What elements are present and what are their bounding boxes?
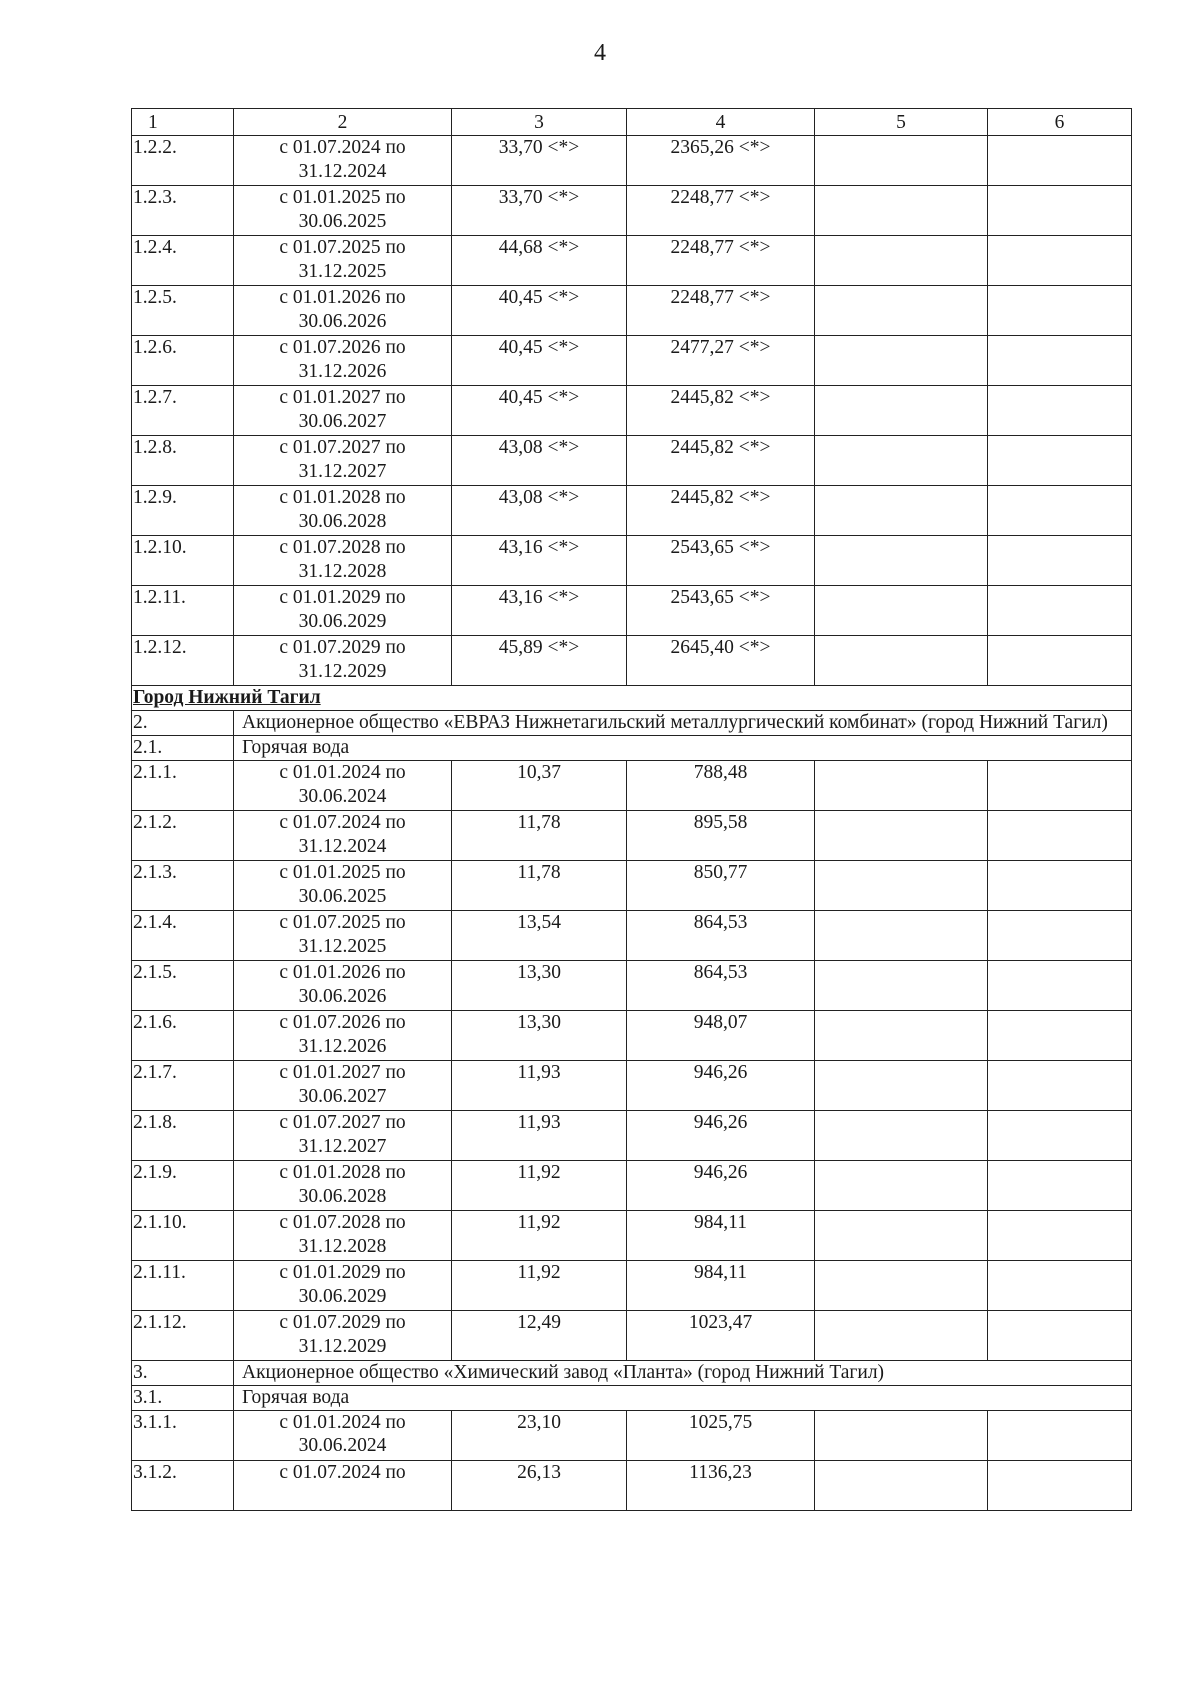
table-row [132, 860, 1132, 910]
period-cell [234, 536, 452, 586]
row-number: 2.1.1. [132, 760, 234, 810]
table-row [132, 336, 1132, 386]
period-cell [234, 960, 452, 1010]
period-to: 30.06.2028 [298, 1185, 387, 1207]
period-to: 30.06.2029 [298, 1285, 387, 1307]
value-col4: 864,53 [627, 910, 815, 960]
value-col3: 45,89 <*> [452, 636, 627, 686]
empty-col6 [988, 186, 1132, 236]
empty-col5 [815, 1210, 988, 1260]
value-col3: 33,70 <*> [452, 186, 627, 236]
period-to: 31.12.2027 [298, 1135, 387, 1157]
row-number: 2.1.4. [132, 910, 234, 960]
row-number: 1.2.3. [132, 186, 234, 236]
row-number: 3.1.2. [132, 1460, 234, 1510]
empty-col6 [988, 1160, 1132, 1210]
row-number: 2.1.5. [132, 960, 234, 1010]
empty-col5 [815, 1010, 988, 1060]
period-from: с 01.07.2024 по [279, 137, 406, 158]
table-row [132, 586, 1132, 636]
period-from: с 01.01.2024 по [279, 761, 406, 783]
period-cell [234, 860, 452, 910]
row-number: 2.1.7. [132, 1060, 234, 1110]
row-number: 2.1.12. [132, 1310, 234, 1360]
table-row [132, 910, 1132, 960]
period-cell [234, 1060, 452, 1110]
period-cell [234, 436, 452, 486]
value-col3: 43,08 <*> [452, 486, 627, 536]
value-col4: 864,53 [627, 960, 815, 1010]
empty-col6 [988, 336, 1132, 386]
empty-col6 [988, 910, 1132, 960]
period-from: с 01.01.2027 по [279, 387, 406, 408]
table-row [132, 536, 1132, 586]
value-col4: 2477,27 <*> [627, 336, 815, 386]
value-col3: 23,10 [452, 1410, 627, 1460]
value-col4: 895,58 [627, 810, 815, 860]
value-col4: 2445,82 <*> [627, 386, 815, 436]
period-from: с 01.07.2028 по [279, 1211, 406, 1233]
value-col4: 2543,65 <*> [627, 586, 815, 636]
value-col3: 11,92 [452, 1260, 627, 1310]
row-number: 2. [132, 711, 234, 736]
period-to: 31.12.2024 [298, 835, 387, 857]
value-col3: 10,37 [452, 760, 627, 810]
row-number: 1.2.11. [132, 586, 234, 636]
empty-col5 [815, 586, 988, 636]
period-from: с 01.01.2026 по [279, 287, 406, 308]
value-col3: 40,45 <*> [452, 286, 627, 336]
period-cell [234, 1010, 452, 1060]
table-row [132, 486, 1132, 536]
period-cell [234, 1410, 452, 1460]
row-number: 1.2.10. [132, 536, 234, 586]
organization-name: Акционерное общество «Химический завод «Планта» (город Нижний Тагил) [234, 1360, 1132, 1385]
column-header-2: 2 [234, 109, 452, 136]
empty-col5 [815, 1160, 988, 1210]
organization-row [132, 1360, 1132, 1385]
table-row [132, 636, 1132, 686]
value-col4: 946,26 [627, 1060, 815, 1110]
table-row [132, 1210, 1132, 1260]
period-from: с 01.01.2028 по [279, 487, 406, 508]
period-cell [234, 1460, 452, 1510]
period-from: с 01.07.2025 по [279, 237, 406, 258]
value-col3: 11,78 [452, 810, 627, 860]
row-number: 1.2.12. [132, 636, 234, 686]
empty-col6 [988, 1460, 1132, 1510]
value-col4: 1025,75 [627, 1410, 815, 1460]
empty-col5 [815, 636, 988, 686]
empty-col5 [815, 1110, 988, 1160]
table-row [132, 236, 1132, 286]
table-row [132, 810, 1132, 860]
row-number: 2.1.3. [132, 860, 234, 910]
empty-col5 [815, 1460, 988, 1510]
period-from: с 01.07.2024 по [279, 811, 406, 833]
value-col4: 2248,77 <*> [627, 236, 815, 286]
empty-col6 [988, 486, 1132, 536]
period-from: с 01.07.2026 по [279, 337, 406, 358]
period-cell [234, 810, 452, 860]
row-number: 3.1.1. [132, 1410, 234, 1460]
period-from: с 01.07.2029 по [279, 637, 406, 658]
tariff-table [131, 108, 1132, 1511]
empty-col6 [988, 1260, 1132, 1310]
period-to: 30.06.2027 [298, 410, 387, 432]
empty-col6 [988, 386, 1132, 436]
period-from: с 01.07.2025 по [279, 911, 406, 933]
period-cell [234, 760, 452, 810]
period-to: 30.06.2029 [298, 610, 387, 632]
empty-col6 [988, 536, 1132, 586]
value-col3: 40,45 <*> [452, 386, 627, 436]
empty-col5 [815, 960, 988, 1010]
value-col4: 946,26 [627, 1110, 815, 1160]
empty-col5 [815, 1260, 988, 1310]
period-cell [234, 386, 452, 436]
city-heading-row [132, 686, 1132, 711]
row-number: 3.1. [132, 1385, 234, 1410]
value-col4: 1023,47 [627, 1310, 815, 1360]
empty-col5 [815, 436, 988, 486]
empty-col5 [815, 860, 988, 910]
empty-col5 [815, 486, 988, 536]
period-from: с 01.01.2029 по [279, 587, 406, 608]
empty-col6 [988, 436, 1132, 486]
period-to: 31.12.2026 [298, 360, 387, 382]
row-number: 2.1.6. [132, 1010, 234, 1060]
empty-col5 [815, 286, 988, 336]
row-number: 1.2.6. [132, 336, 234, 386]
value-col3: 11,93 [452, 1110, 627, 1160]
value-col4: 788,48 [627, 760, 815, 810]
value-col4: 948,07 [627, 1010, 815, 1060]
period-cell [234, 186, 452, 236]
resource-row [132, 1385, 1132, 1410]
period-from: с 01.01.2029 по [279, 1261, 406, 1283]
resource-name: Горячая вода [234, 1385, 1132, 1410]
value-col3: 12,49 [452, 1310, 627, 1360]
column-header-6: 6 [988, 109, 1132, 136]
value-col3: 11,92 [452, 1210, 627, 1260]
organization-name: Акционерное общество «ЕВРАЗ Нижнетагильский металлургический комбинат» (город Нижний Тагил) [234, 711, 1132, 736]
table-row [132, 186, 1132, 236]
table-row [132, 960, 1132, 1010]
period-to: 30.06.2024 [298, 1435, 387, 1457]
empty-col5 [815, 1310, 988, 1360]
period-from: с 01.01.2025 по [279, 187, 406, 208]
page-number: 4 [594, 40, 606, 66]
empty-col6 [988, 1110, 1132, 1160]
period-to: 31.12.2025 [298, 260, 387, 282]
table-row [132, 1410, 1132, 1460]
period-from: с 01.07.2028 по [279, 537, 406, 558]
value-col3: 13,54 [452, 910, 627, 960]
empty-col6 [988, 1010, 1132, 1060]
value-col3: 11,78 [452, 860, 627, 910]
period-from: с 01.01.2027 по [279, 1061, 406, 1083]
period-cell [234, 486, 452, 536]
period-from: с 01.07.2024 по [279, 1461, 406, 1483]
period-to: 31.12.2028 [298, 560, 387, 582]
value-col4: 2645,40 <*> [627, 636, 815, 686]
resource-name: Горячая вода [234, 735, 1132, 760]
value-col3: 13,30 [452, 960, 627, 1010]
period-cell [234, 910, 452, 960]
row-number: 2.1.8. [132, 1110, 234, 1160]
period-cell [234, 136, 452, 186]
value-col3: 40,45 <*> [452, 336, 627, 386]
row-number: 3. [132, 1360, 234, 1385]
empty-col6 [988, 760, 1132, 810]
row-number: 2.1.9. [132, 1160, 234, 1210]
period-from: с 01.01.2028 по [279, 1161, 406, 1183]
value-col4: 2445,82 <*> [627, 436, 815, 486]
table-row [132, 1260, 1132, 1310]
value-col4: 984,11 [627, 1210, 815, 1260]
empty-col6 [988, 636, 1132, 686]
value-col4: 946,26 [627, 1160, 815, 1210]
empty-col6 [988, 1310, 1132, 1360]
table-row [132, 386, 1132, 436]
period-cell [234, 1210, 452, 1260]
period-cell [234, 236, 452, 286]
value-col4: 1136,23 [627, 1460, 815, 1510]
value-col3: 43,08 <*> [452, 436, 627, 486]
table-row [132, 1060, 1132, 1110]
period-from: с 01.01.2025 по [279, 861, 406, 883]
empty-col5 [815, 136, 988, 186]
row-number: 1.2.4. [132, 236, 234, 286]
column-header-5: 5 [815, 109, 988, 136]
value-col3: 26,13 [452, 1460, 627, 1510]
resource-row [132, 735, 1132, 760]
period-cell [234, 1160, 452, 1210]
period-cell [234, 1260, 452, 1310]
period-from: с 01.07.2027 по [279, 1111, 406, 1133]
period-to: 31.12.2028 [298, 1235, 387, 1257]
period-to: 31.12.2027 [298, 460, 387, 482]
value-col4: 2365,26 <*> [627, 136, 815, 186]
value-col3: 11,93 [452, 1060, 627, 1110]
table-row [132, 1110, 1132, 1160]
empty-col5 [815, 910, 988, 960]
period-cell [234, 636, 452, 686]
empty-col6 [988, 236, 1132, 286]
column-header-1: 1 [132, 109, 234, 136]
column-header-3: 3 [452, 109, 627, 136]
empty-col5 [815, 386, 988, 436]
table-row [132, 1310, 1132, 1360]
table-row [132, 1160, 1132, 1210]
city-heading: Город Нижний Тагил [132, 686, 1132, 711]
empty-col6 [988, 1210, 1132, 1260]
period-cell [234, 286, 452, 336]
period-to: 30.06.2027 [298, 1085, 387, 1107]
empty-col5 [815, 1060, 988, 1110]
value-col4: 2248,77 <*> [627, 186, 815, 236]
period-cell [234, 586, 452, 636]
value-col4: 2445,82 <*> [627, 486, 815, 536]
empty-col5 [815, 536, 988, 586]
empty-col6 [988, 1060, 1132, 1110]
period-cell [234, 1110, 452, 1160]
period-cell [234, 336, 452, 386]
organization-row [132, 711, 1132, 736]
value-col3: 44,68 <*> [452, 236, 627, 286]
row-number: 1.2.2. [132, 136, 234, 186]
empty-col6 [988, 136, 1132, 186]
row-number: 1.2.8. [132, 436, 234, 486]
empty-col6 [988, 286, 1132, 336]
table-header-row [132, 109, 1132, 136]
empty-col5 [815, 760, 988, 810]
table-row [132, 760, 1132, 810]
row-number: 2.1.11. [132, 1260, 234, 1310]
empty-col5 [815, 236, 988, 286]
column-header-4: 4 [627, 109, 815, 136]
value-col4: 2248,77 <*> [627, 286, 815, 336]
value-col4: 850,77 [627, 860, 815, 910]
value-col3: 33,70 <*> [452, 136, 627, 186]
period-to: 31.12.2026 [298, 1035, 387, 1057]
table-row [132, 286, 1132, 336]
value-col3: 13,30 [452, 1010, 627, 1060]
row-number: 2.1.10. [132, 1210, 234, 1260]
period-to: 30.06.2025 [298, 210, 387, 232]
table-row [132, 436, 1132, 486]
empty-col5 [815, 336, 988, 386]
empty-col5 [815, 186, 988, 236]
empty-col6 [988, 810, 1132, 860]
period-to: 30.06.2026 [298, 310, 387, 332]
empty-col6 [988, 960, 1132, 1010]
table-row [132, 136, 1132, 186]
empty-col5 [815, 810, 988, 860]
period-to: 31.12.2029 [298, 660, 387, 682]
value-col3: 43,16 <*> [452, 536, 627, 586]
table-row [132, 1010, 1132, 1060]
period-to: 30.06.2026 [298, 985, 387, 1007]
period-to: 31.12.2025 [298, 935, 387, 957]
empty-col5 [815, 1410, 988, 1460]
table-row [132, 1460, 1132, 1510]
value-col3: 11,92 [452, 1160, 627, 1210]
row-number: 1.2.5. [132, 286, 234, 336]
empty-col6 [988, 586, 1132, 636]
value-col4: 2543,65 <*> [627, 536, 815, 586]
empty-col6 [988, 860, 1132, 910]
row-number: 1.2.9. [132, 486, 234, 536]
period-from: с 01.01.2024 по [279, 1411, 406, 1433]
value-col3: 43,16 <*> [452, 586, 627, 636]
period-to: 30.06.2025 [298, 885, 387, 907]
period-from: с 01.07.2029 по [279, 1311, 406, 1333]
empty-col6 [988, 1410, 1132, 1460]
period-from: с 01.07.2027 по [279, 437, 406, 458]
period-from: с 01.07.2026 по [279, 1011, 406, 1033]
period-to: 31.12.2024 [298, 160, 387, 182]
period-to: 30.06.2024 [298, 785, 387, 807]
row-number: 1.2.7. [132, 386, 234, 436]
row-number: 2.1.2. [132, 810, 234, 860]
period-cell [234, 1310, 452, 1360]
period-to: 30.06.2028 [298, 510, 387, 532]
value-col4: 984,11 [627, 1260, 815, 1310]
row-number: 2.1. [132, 735, 234, 760]
period-to: 31.12.2029 [298, 1335, 387, 1357]
period-from: с 01.01.2026 по [279, 961, 406, 983]
